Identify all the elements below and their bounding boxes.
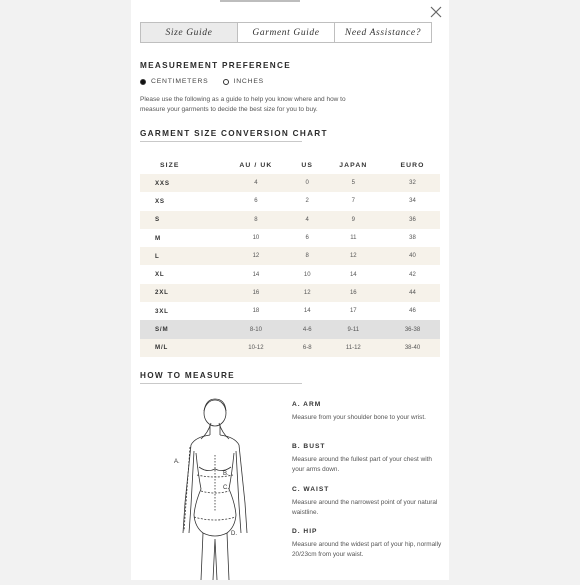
table-cell: 18	[219, 302, 293, 320]
bust-label: B.	[223, 471, 229, 477]
table-cell: 44	[385, 284, 440, 302]
table-cell: 9	[322, 211, 385, 229]
table-cell: 10	[219, 229, 293, 247]
table-cell: 6-8	[293, 339, 322, 357]
centimeters-label: CENTIMETERS	[151, 78, 209, 85]
size-cell: 2XL	[140, 284, 219, 302]
size-cell: L	[140, 247, 219, 265]
table-row	[140, 247, 440, 265]
table-cell: 4	[219, 174, 293, 192]
measure-item-label: D. HIP	[292, 528, 318, 535]
table-cell: 5	[322, 174, 385, 192]
table-cell: 12	[322, 247, 385, 265]
inches-option[interactable]	[223, 78, 264, 85]
table-row	[140, 265, 440, 283]
table-cell: 12	[293, 284, 322, 302]
measure-item-label: B. BUST	[292, 443, 326, 450]
table-cell: 11-12	[322, 339, 385, 357]
tab-size-guide[interactable]: Size Guide	[141, 23, 238, 42]
measurement-preference-heading: MEASUREMENT PREFERENCE	[140, 61, 291, 70]
table-cell: 2	[293, 192, 322, 210]
table-cell: 38	[385, 229, 440, 247]
table-cell: 14	[322, 265, 385, 283]
unit-options	[140, 78, 264, 85]
table-cell: 8	[219, 211, 293, 229]
table-row	[140, 284, 440, 302]
table-cell: 11	[322, 229, 385, 247]
measure-item-text: Measure around the narrowest point of your natural waistline.	[292, 499, 438, 516]
size-conversion-table	[140, 157, 440, 357]
column-header: AU / UK	[239, 162, 273, 169]
table-row	[140, 320, 440, 338]
table-cell: 10-12	[219, 339, 293, 357]
radio-selected-icon	[140, 79, 146, 85]
table-cell: 16	[322, 284, 385, 302]
table-cell: 8	[293, 247, 322, 265]
body-measurement-illustration	[165, 393, 265, 580]
table-cell: 10	[293, 265, 322, 283]
top-divider	[220, 0, 300, 2]
size-cell: XS	[140, 192, 219, 210]
column-header: JAPAN	[339, 162, 368, 169]
tab-need-assistance[interactable]: Need Assistance?	[344, 27, 422, 38]
how-to-heading-rule	[140, 383, 302, 384]
table-cell: 14	[293, 302, 322, 320]
measure-item-label: C. WAIST	[292, 486, 330, 493]
table-cell: 6	[219, 192, 293, 210]
size-cell: S/M	[140, 320, 219, 338]
table-cell: 9-11	[322, 320, 385, 338]
inches-label: INCHES	[233, 78, 264, 85]
table-row	[140, 229, 440, 247]
table-row	[140, 174, 440, 192]
table-cell: 0	[293, 174, 322, 192]
table-row	[140, 302, 440, 320]
measure-item-bust	[292, 443, 442, 475]
close-icon[interactable]	[429, 5, 443, 19]
table-cell: 34	[385, 192, 440, 210]
measure-item-text: Measure around the fullest part of your chest with your arms down.	[292, 456, 432, 473]
table-cell: 7	[322, 192, 385, 210]
measurement-description: Please use the following as a guide to help you know where and how to measure your garments to decide the best size for you to buy.	[140, 96, 346, 113]
table-cell: 17	[322, 302, 385, 320]
size-cell: XL	[140, 265, 219, 283]
table-row	[140, 211, 440, 229]
waist-label: C.	[223, 485, 229, 491]
measure-item-arm	[292, 401, 442, 423]
table-cell: 6	[293, 229, 322, 247]
table-cell: 40	[385, 247, 440, 265]
table-cell: 4	[293, 211, 322, 229]
measure-item-text: Measure around the widest part of your hip, normally 20/23cm from your waist.	[292, 541, 442, 558]
tab-garment-guide[interactable]: Garment Guide	[238, 23, 335, 42]
table-cell: 8-10	[219, 320, 293, 338]
chart-heading-rule	[140, 141, 302, 142]
column-header: US	[301, 162, 314, 169]
measure-item-hip	[292, 528, 442, 560]
table-cell: 14	[219, 265, 293, 283]
how-to-measure-heading: HOW TO MEASURE	[140, 371, 235, 380]
table-cell: 38-40	[385, 339, 440, 357]
centimeters-option[interactable]	[140, 78, 209, 85]
size-cell: S	[140, 211, 219, 229]
tab-bar	[140, 22, 432, 43]
table-cell: 36-38	[385, 320, 440, 338]
measure-item-text: Measure from your shoulder bone to your wrist.	[292, 414, 426, 421]
size-cell: XXS	[140, 174, 219, 192]
chart-heading: GARMENT SIZE CONVERSION CHART	[140, 129, 328, 138]
size-cell: 3XL	[140, 302, 219, 320]
table-cell: 46	[385, 302, 440, 320]
hip-label: D.	[231, 531, 237, 537]
size-cell: M	[140, 229, 219, 247]
table-cell: 4-6	[293, 320, 322, 338]
radio-unselected-icon	[223, 79, 229, 85]
column-header: SIZE	[160, 162, 180, 169]
measure-item-waist	[292, 486, 442, 518]
table-row	[140, 339, 440, 357]
size-cell: M/L	[140, 339, 219, 357]
arm-label: A.	[174, 459, 180, 465]
table-cell: 32	[385, 174, 440, 192]
measure-item-label: A. ARM	[292, 401, 322, 408]
table-cell: 16	[219, 284, 293, 302]
table-header-row	[140, 157, 440, 174]
table-cell: 42	[385, 265, 440, 283]
table-row	[140, 192, 440, 210]
table-cell: 36	[385, 211, 440, 229]
column-header: EURO	[400, 162, 425, 169]
table-cell: 12	[219, 247, 293, 265]
